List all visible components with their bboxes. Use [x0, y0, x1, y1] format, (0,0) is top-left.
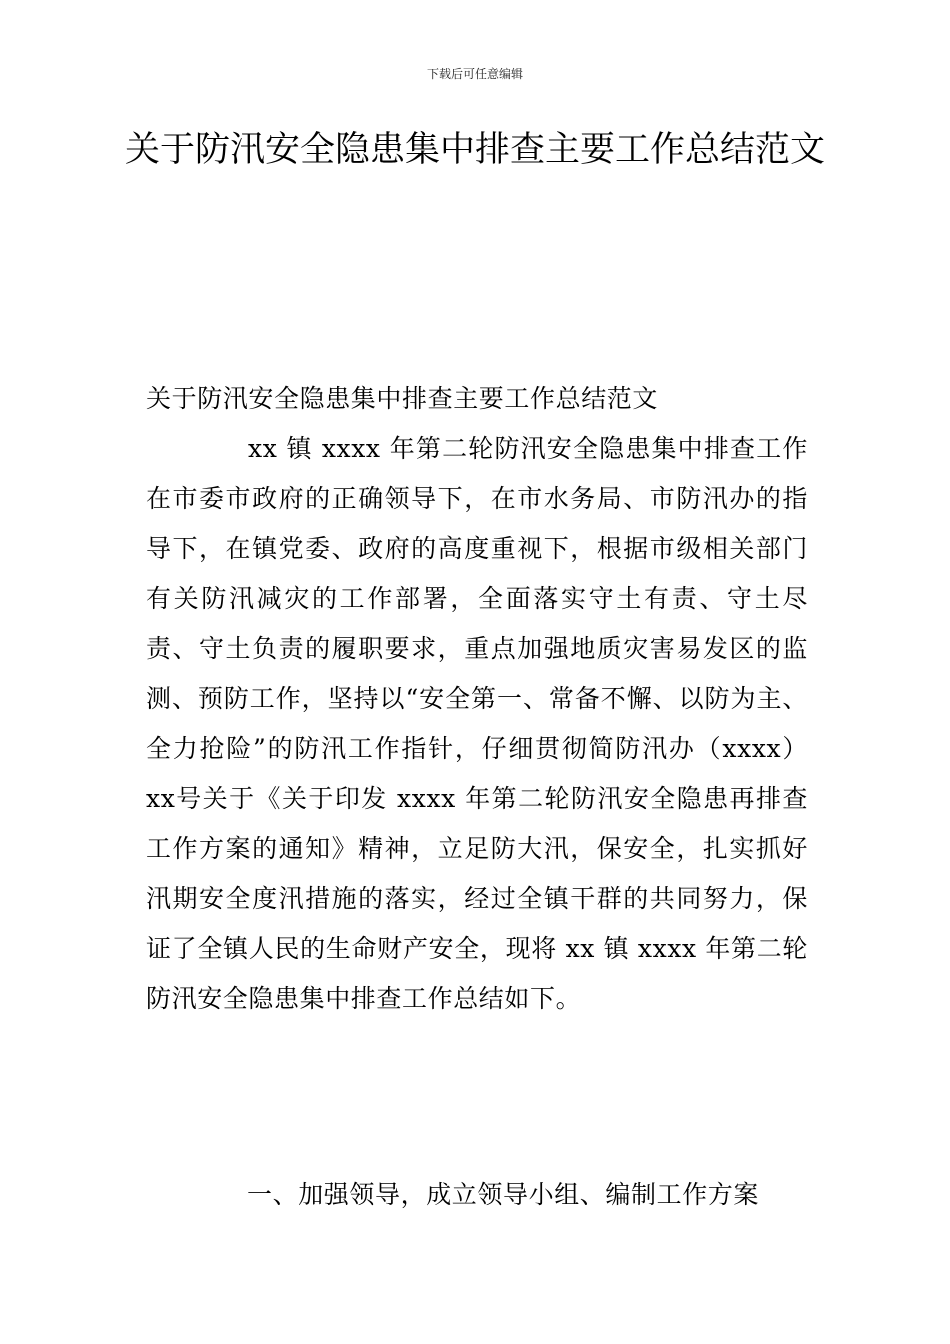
document-title: 关于防汛安全隐患集中排查主要工作总结范文 [124, 130, 825, 170]
header-note: 下载后可任意编辑 [426, 67, 523, 81]
intro-paragraph: xx 镇 xxxx 年第二轮防汛安全隐患集中排查工作在市委市政府的正确领导下，在市水务局、市防汛办的指导下，在镇党委、政府的高度重视下，根据市级相关部门有关防汛减灾的工作部署，全面落实守土有责、守土尽责、守土负责的履职要求，重点加强地质灾害易发区的监测、预防工作，坚持以“安全第一、常备不懈、以防为主、全力抢险”的防汛工作指针，仔细贯彻简防汛办（xxxx）xx号关于《关于印发 xxxx 年第二轮防汛安全隐患再排查工作方案的通知》精神，立足防大汛，保安全，扎实抓好汛期安全度汛措施的落实，经过全镇干群的共同努力，保证了全镇人民的生命财产安全，现将 xx 镇 xxxx 年第二轮防汛安全隐患集中排查工作总结如下。 [146, 434, 808, 1013]
section-heading-1: 一、加强领导，成立领导小组、编制工作方案 [247, 1180, 760, 1209]
document-subtitle: 关于防汛安全隐患集中排查主要工作总结范文 [146, 384, 659, 413]
